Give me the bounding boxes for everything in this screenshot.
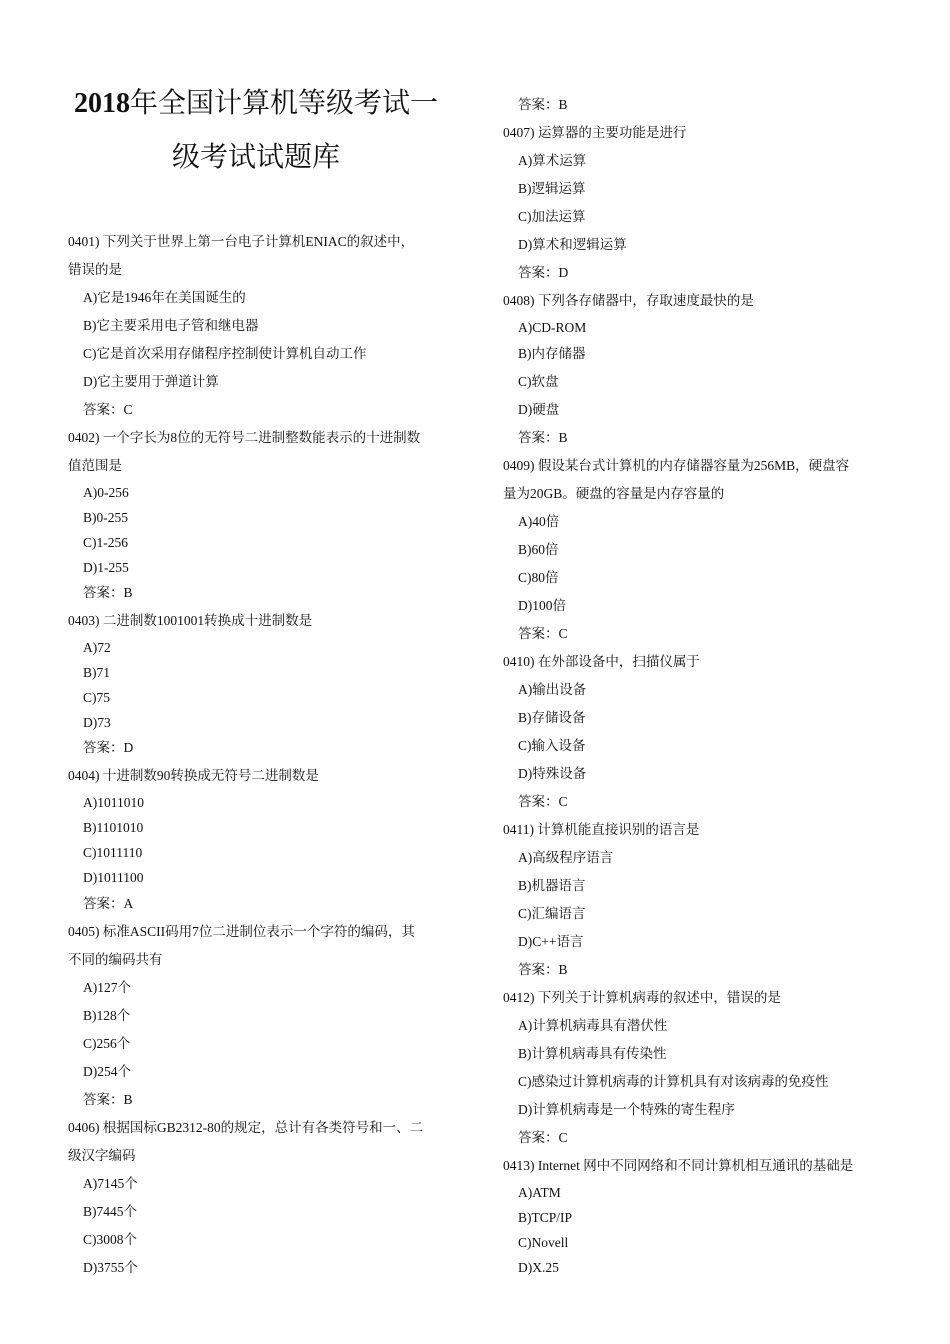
answer-option: A)0-256 bbox=[83, 485, 129, 500]
answer-option: B)计算机病毒具有传染性 bbox=[518, 1046, 667, 1061]
answer-option: C)Novell bbox=[518, 1235, 569, 1250]
answer-option: A)输出设备 bbox=[518, 682, 587, 697]
question-text: 0402) 一个字长为8位的无符号二进制整数能表示的十进制数 bbox=[68, 430, 421, 445]
answer-key: 答案：C bbox=[83, 402, 133, 417]
question-text: 0411) 计算机能直接识别的语言是 bbox=[503, 822, 700, 837]
answer-option: B)逻辑运算 bbox=[518, 181, 586, 196]
answer-key: 答案：C bbox=[518, 1130, 568, 1145]
answer-option: D)X.25 bbox=[518, 1260, 559, 1275]
answer-option: B)机器语言 bbox=[518, 878, 586, 893]
answer-option: D)254个 bbox=[83, 1064, 131, 1079]
title-line-2: 级考试试题库 bbox=[171, 142, 340, 173]
question-text: 0407) 运算器的主要功能是进行 bbox=[503, 125, 687, 140]
answer-option: D)1011100 bbox=[83, 870, 144, 885]
question-text: 0403) 二进制数1001001转换成十进制数是 bbox=[68, 613, 313, 628]
answer-option: C)80倍 bbox=[518, 570, 559, 585]
answer-option: C)它是首次采用存储程序控制使计算机自动工作 bbox=[83, 346, 367, 361]
answer-key: 答案：B bbox=[83, 1092, 133, 1107]
answer-option: C)1011110 bbox=[83, 845, 143, 860]
question-text: 值范围是 bbox=[68, 458, 122, 473]
answer-option: C)75 bbox=[83, 690, 110, 705]
answer-option: A)CD-ROM bbox=[518, 320, 587, 335]
question-text: 级汉字编码 bbox=[68, 1148, 136, 1163]
answer-option: B)71 bbox=[83, 665, 110, 680]
answer-option: A)1011010 bbox=[83, 795, 144, 810]
question-text: 不同的编码共有 bbox=[68, 952, 163, 967]
answer-key: 答案：C bbox=[518, 626, 568, 641]
answer-option: D)硬盘 bbox=[518, 402, 560, 417]
answer-option: B)128个 bbox=[83, 1008, 131, 1023]
answer-option: D)73 bbox=[83, 715, 111, 730]
answer-option: D)它主要用于弹道计算 bbox=[83, 374, 219, 389]
question-text: 0412) 下列关于计算机病毒的叙述中，错误的是 bbox=[503, 990, 781, 1005]
answer-option: D)特殊设备 bbox=[518, 766, 587, 781]
answer-option: A)7145个 bbox=[83, 1176, 138, 1191]
answer-option: A)高级程序语言 bbox=[518, 850, 614, 865]
answer-option: A)127个 bbox=[83, 980, 131, 995]
answer-option: D)计算机病毒是一个特殊的寄生程序 bbox=[518, 1102, 735, 1117]
answer-option: B)0-255 bbox=[83, 510, 128, 525]
answer-option: A)ATM bbox=[518, 1185, 561, 1200]
answer-option: B)7445个 bbox=[83, 1204, 137, 1219]
question-text: 0401) 下列关于世界上第一台电子计算机ENIAC的叙述中， bbox=[68, 234, 415, 249]
answer-option: C)3008个 bbox=[83, 1232, 137, 1247]
answer-option: A)它是1946年在美国诞生的 bbox=[83, 290, 246, 305]
question-text: 错误的是 bbox=[68, 262, 122, 277]
question-text: 0413) Internet 网中不同网络和不同计算机相互通讯的基础是 bbox=[503, 1158, 854, 1173]
answer-option: B)1101010 bbox=[83, 820, 144, 835]
answer-option: C)加法运算 bbox=[518, 209, 586, 224]
answer-option: D)3755个 bbox=[83, 1260, 138, 1275]
question-text: 0406) 根据国标GB2312-80的规定，总计有各类符号和一、二 bbox=[68, 1120, 424, 1135]
answer-key: 答案：B bbox=[518, 430, 568, 445]
question-text: 0405) 标准ASCII码用7位二进制位表示一个字符的编码，其 bbox=[68, 924, 415, 939]
answer-option: C)汇编语言 bbox=[518, 906, 586, 921]
answer-option: A)72 bbox=[83, 640, 111, 655]
answer-option: B)60倍 bbox=[518, 542, 559, 557]
question-text: 0404) 十进制数90转换成无符号二进制数是 bbox=[68, 768, 319, 783]
title-year: 2018 bbox=[73, 88, 130, 119]
answer-key: 答案：C bbox=[518, 794, 568, 809]
answer-key: 答案：A bbox=[83, 896, 134, 911]
answer-option: A)40倍 bbox=[518, 514, 560, 529]
answer-option: A)算术运算 bbox=[518, 153, 587, 168]
answer-key: 答案：D bbox=[518, 265, 569, 280]
answer-option: B)存储设备 bbox=[518, 710, 586, 725]
answer-option: C)感染过计算机病毒的计算机具有对该病毒的免疫性 bbox=[518, 1074, 829, 1089]
answer-option: D)1-255 bbox=[83, 560, 129, 575]
question-text: 量为20GB。硬盘的容量是内存容量的 bbox=[503, 486, 725, 501]
answer-option: A)计算机病毒具有潜伏性 bbox=[518, 1018, 668, 1033]
answer-option: B)TCP/IP bbox=[518, 1210, 573, 1225]
answer-option: C)256个 bbox=[83, 1036, 131, 1051]
answer-option: D)算术和逻辑运算 bbox=[518, 237, 627, 252]
answer-key: 答案：B bbox=[518, 962, 568, 977]
question-text: 0409) 假设某台式计算机的内存储器容量为256MB，硬盘容 bbox=[503, 458, 850, 473]
answer-option: D)100倍 bbox=[518, 598, 566, 613]
answer-key: 答案：D bbox=[83, 740, 134, 755]
title-line-1 bbox=[60, 76, 452, 132]
answer-option: B)它主要采用电子管和继电器 bbox=[83, 318, 259, 333]
answer-option: D)C++语言 bbox=[518, 934, 584, 949]
answer-key: 答案：B bbox=[83, 585, 133, 600]
question-text: 0408) 下列各存储器中，存取速度最快的是 bbox=[503, 293, 754, 308]
answer-key: 答案：B bbox=[518, 97, 568, 112]
answer-option: C)1-256 bbox=[83, 535, 128, 550]
answer-option: B)内存储器 bbox=[518, 346, 586, 361]
title-text-1: 年全国计算机等级考试一 bbox=[129, 88, 438, 119]
question-text: 0410) 在外部设备中，扫描仪属于 bbox=[503, 654, 700, 669]
answer-option: C)软盘 bbox=[518, 374, 559, 389]
answer-option: C)输入设备 bbox=[518, 738, 586, 753]
